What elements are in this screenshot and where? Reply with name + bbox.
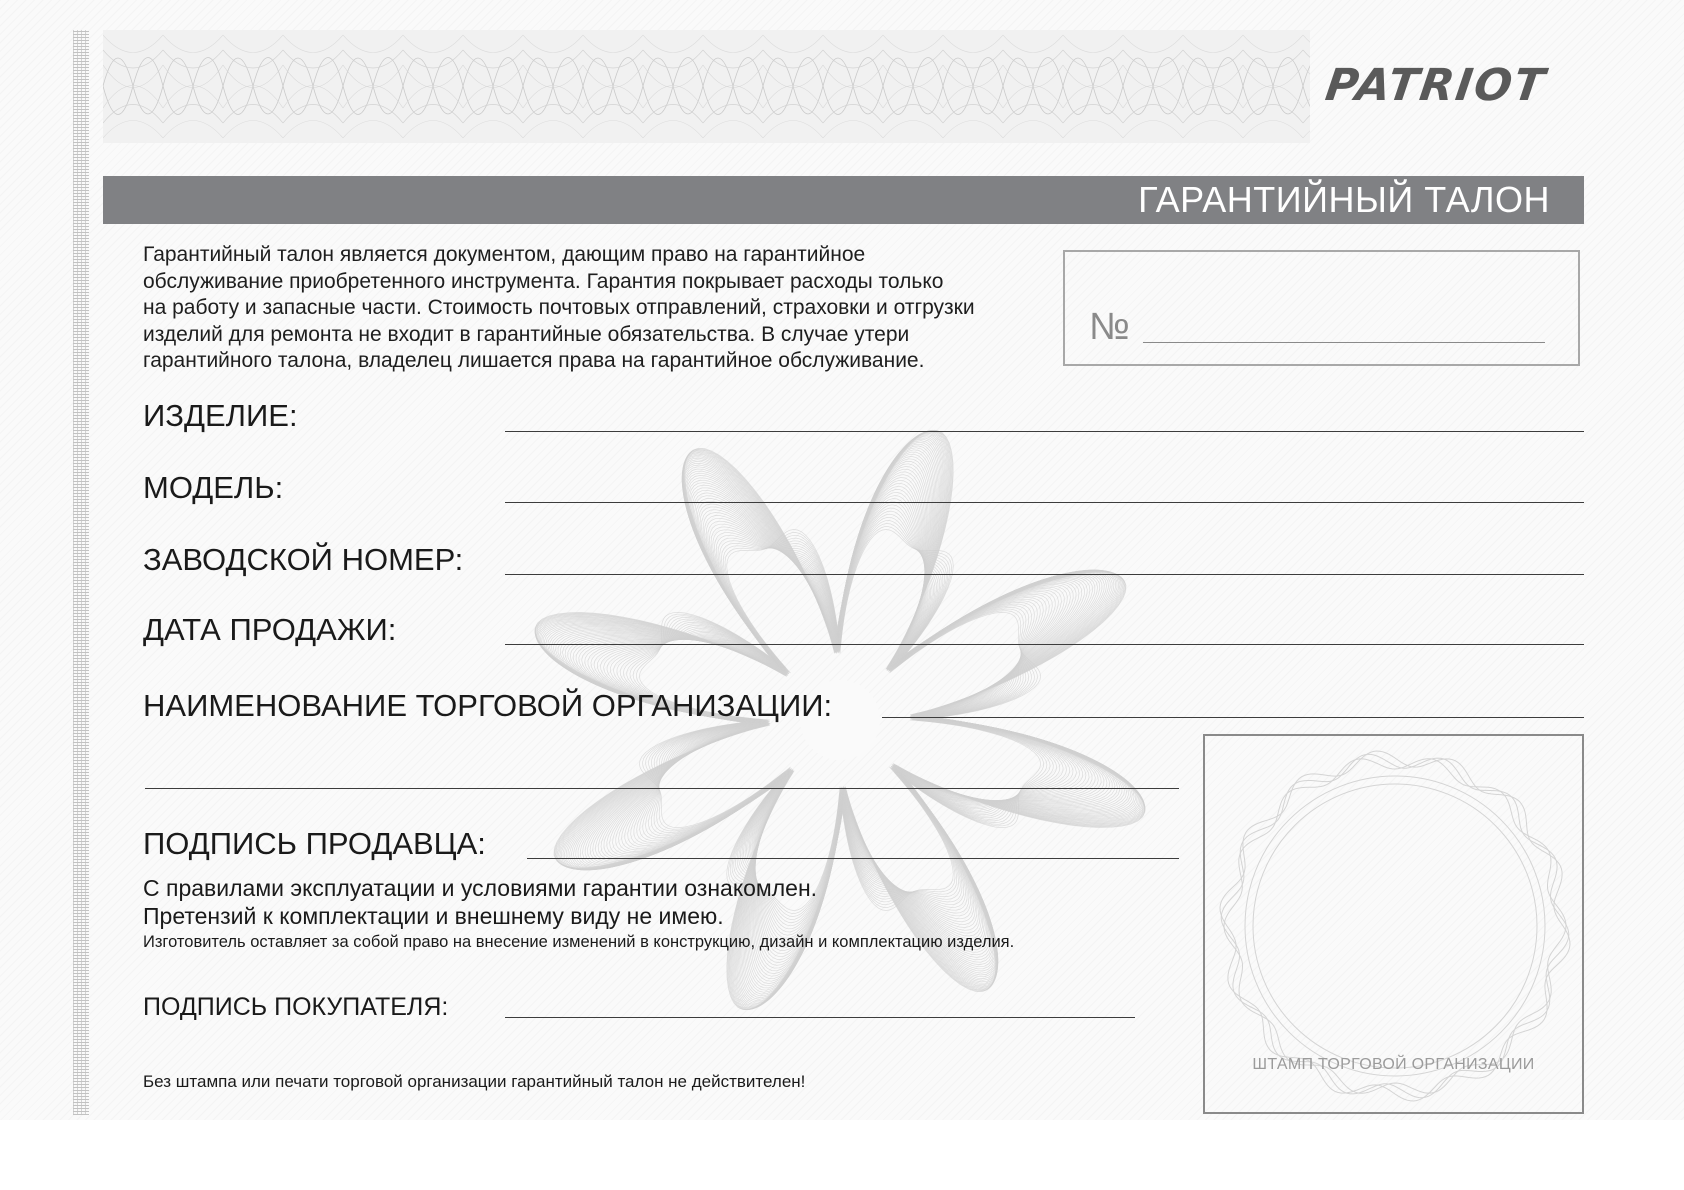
product-field[interactable] [505, 431, 1584, 432]
model-label: МОДЕЛЬ: [143, 470, 284, 505]
sale-date-field[interactable] [505, 644, 1584, 645]
card-number-field[interactable] [1143, 342, 1545, 343]
intro-line: Гарантийный талон является документом, дающим право на гарантийное [143, 243, 866, 266]
product-label: ИЗДЕЛИЕ: [143, 398, 298, 433]
seller-signature-field[interactable] [527, 858, 1179, 859]
intro-line: гарантийного талона, владелец лишается права на гарантийное обслуживание. [143, 349, 925, 372]
stamp-label: ШТАМП ТОРГОВОЙ ОРГАНИЗАЦИИ [1252, 1056, 1535, 1073]
organization-field-line-2[interactable] [145, 788, 1179, 789]
intro-paragraph [143, 242, 1043, 375]
intro-line: изделий для ремонта не входит в гарантийные обязательства. В случае утери [143, 322, 910, 346]
card-number-box [1063, 250, 1580, 366]
seller-signature-label: ПОДПИСЬ ПРОДАВЦА: [143, 826, 486, 861]
guilloche-rosette [440, 360, 1240, 1120]
intro-line: обслуживание приобретенного инструмента. Гарантия покрывает расходы только [143, 269, 944, 293]
number-sign: № [1089, 306, 1130, 348]
serial-label: ЗАВОДСКОЙ НОМЕР: [143, 542, 464, 577]
perforated-edge [73, 30, 89, 1115]
acknowledgement-line-1: С правилами эксплуатации и условиями гарантии ознакомлен. [143, 875, 818, 901]
organization-field[interactable] [882, 717, 1584, 718]
page-title: ГАРАНТИЙНЫЙ ТАЛОН [1138, 179, 1550, 220]
stamp-area[interactable] [1203, 734, 1584, 1114]
patriot-logo: PATRIOT [1322, 60, 1550, 111]
buyer-signature-field[interactable] [505, 1017, 1135, 1018]
validity-note: Без штампа или печати торговой организации гарантийный талон не действителен! [143, 1072, 806, 1091]
organization-label: НАИМЕНОВАНИЕ ТОРГОВОЙ ОРГАНИЗАЦИИ: [143, 688, 833, 723]
buyer-signature-label: ПОДПИСЬ ПОКУПАТЕЛЯ: [143, 993, 449, 1021]
acknowledgement-line-2: Претензий к комплектации и внешнему виду не имею. [143, 903, 724, 929]
intro-line: на работу и запасные части. Стоимость почтовых отправлений, страховки и отгрузки [143, 296, 975, 319]
sale-date-label: ДАТА ПРОДАЖИ: [143, 612, 397, 647]
title-bar [103, 176, 1584, 224]
model-field[interactable] [505, 502, 1584, 503]
serial-field[interactable] [505, 574, 1584, 575]
guilloche-band [103, 30, 1310, 143]
manufacturer-note: Изготовитель оставляет за собой право на внесение изменений в конструкцию, дизайн и комплектацию изделия. [143, 933, 1015, 951]
